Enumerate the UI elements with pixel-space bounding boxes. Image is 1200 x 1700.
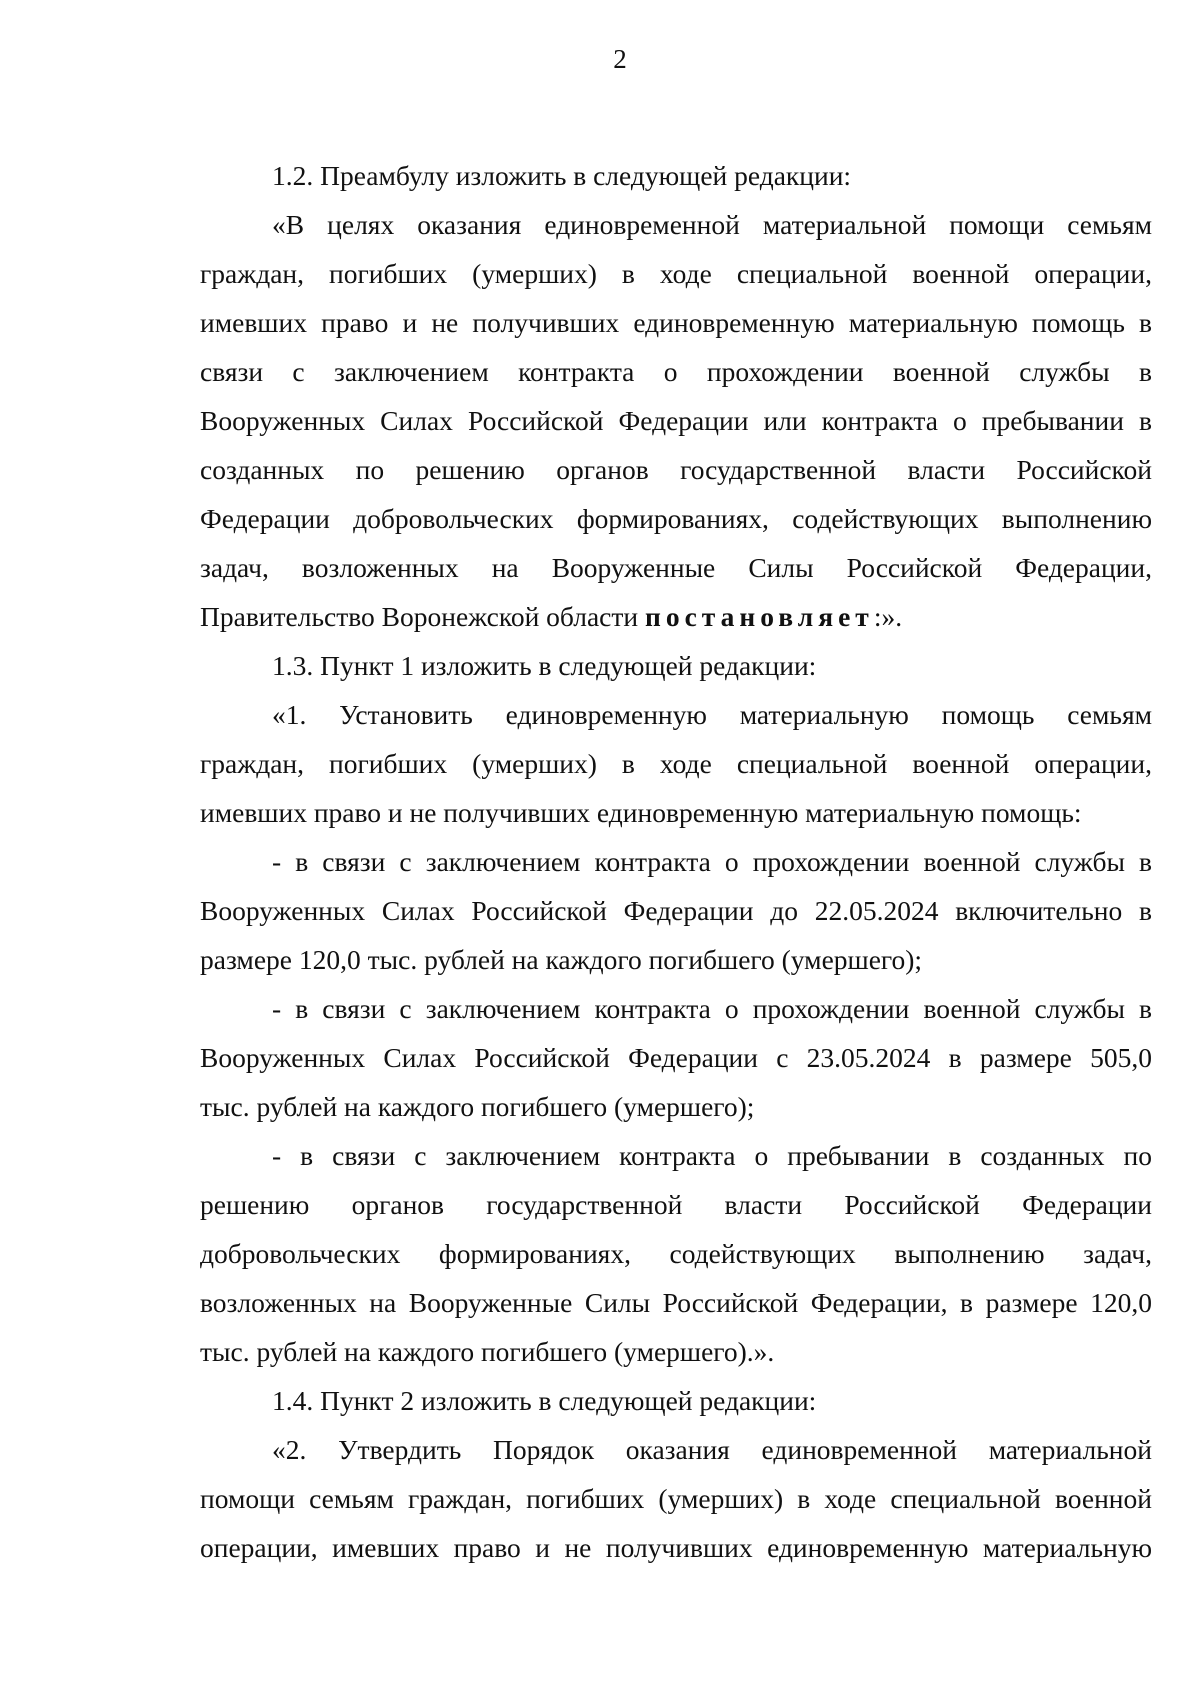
text-fragment: Правительство Воронежской области [200,601,645,632]
text-line: 1.3. Пункт 1 изложить в следующей редакции: [272,650,817,681]
text-line: 1.4. Пункт 2 изложить в следующей редакции: [272,1385,817,1416]
text-line: операции, имевших право и не получивших единовременную материальную [200,1532,1152,1563]
paragraph [200,690,1152,837]
text-line: имевших право и не получивших единовременную материальную помощь в [200,307,1152,338]
text-line: 1.2. Преамбулу изложить в следующей редакции: [272,160,852,191]
text-line: тыс. рублей на каждого погибшего (умершего); [200,1091,755,1122]
paragraph [200,984,1152,1131]
text-line: «В целях оказания единовременной материальной помощи семьям [272,209,1152,240]
text-line: Федерации добровольческих формированиях, содействующих выполнению [200,503,1152,534]
text-line: связи с заключением контракта о прохождении военной службы в [200,356,1152,387]
page-number: 2 [613,44,627,74]
paragraph [200,1131,1152,1376]
text-line: «1. Установить единовременную материальную помощь семьям [272,699,1152,730]
text-line: добровольческих формированиях, содействующих выполнению задач, [200,1238,1152,1269]
text-line: Вооруженных Силах Российской Федерации с 23.05.2024 в размере 505,0 [200,1042,1152,1073]
text-line: тыс. рублей на каждого погибшего (умершего).». [200,1336,775,1367]
text-line: - в связи с заключением контракта о прохождении военной службы в [272,846,1152,877]
paragraph [200,837,1152,984]
text-line: - в связи с заключением контракта о пребывании в созданных по [272,1140,1152,1171]
paragraph [200,200,1152,641]
text-line: созданных по решению органов государственной власти Российской [200,454,1152,485]
text-line: помощи семьям граждан, погибших (умерших) в ходе специальной военной [200,1483,1152,1514]
text-line: решению органов государственной власти Российской Федерации [200,1189,1152,1220]
paragraph [200,1376,1152,1425]
text-line: Вооруженных Силах Российской Федерации или контракта о пребывании в [200,405,1152,436]
paragraph [200,151,1152,200]
paragraph [200,641,1152,690]
text-line: размере 120,0 тыс. рублей на каждого погибшего (умершего); [200,944,923,975]
decree-keyword: постановляет [644,601,874,632]
text-line: - в связи с заключением контракта о прохождении военной службы в [272,993,1152,1024]
text-line [200,592,1152,641]
text-line: возложенных на Вооруженные Силы Российской Федерации, в размере 120,0 [200,1287,1152,1318]
text-line: имевших право и не получивших единовременную материальную помощь: [200,797,1082,828]
text-line: Вооруженных Силах Российской Федерации до 22.05.2024 включительно в [200,895,1152,926]
paragraph [200,1425,1152,1572]
text-line: граждан, погибших (умерших) в ходе специальной военной операции, [200,258,1152,289]
text-fragment: :». [873,601,903,632]
text-line: «2. Утвердить Порядок оказания единовременной материальной [272,1434,1152,1465]
document-body [200,151,1152,1572]
text-line: граждан, погибших (умерших) в ходе специальной военной операции, [200,748,1152,779]
text-line: задач, возложенных на Вооруженные Силы Российской Федерации, [200,552,1152,583]
